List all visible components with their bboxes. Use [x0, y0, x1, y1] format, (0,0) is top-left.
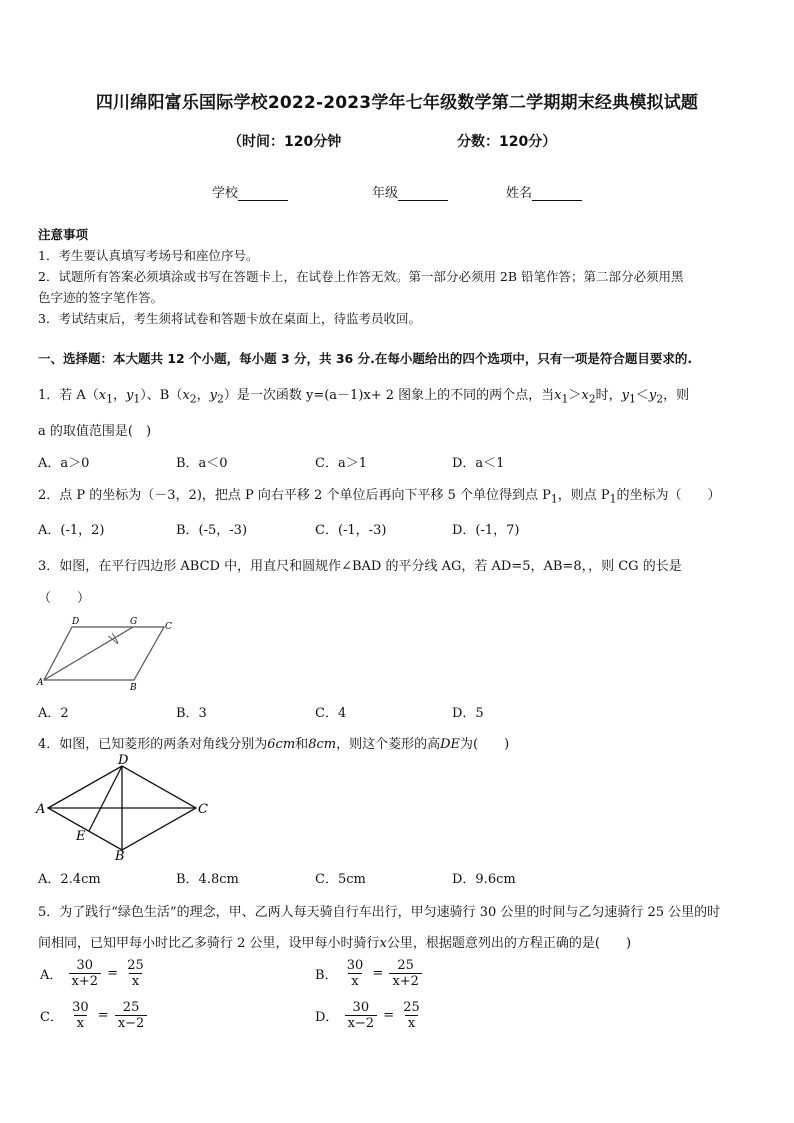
- q5-option-a[interactable]: [38, 958, 147, 989]
- q1-sub: 2: [588, 392, 596, 406]
- question-5-stem-line2: [38, 932, 631, 951]
- parallelogram-figure: [36, 614, 176, 692]
- q1-text: ，: [113, 388, 127, 403]
- equals-sign: =: [97, 1008, 109, 1023]
- q2-text: 的坐标为（ ）: [616, 488, 721, 503]
- denominator: x−2: [345, 1015, 378, 1031]
- q4-text: ，则这个菱形的高: [336, 737, 441, 752]
- name-label: 姓名: [506, 186, 533, 201]
- q5-var: x: [379, 936, 387, 951]
- q2-sub: 1: [609, 492, 617, 506]
- q4-option-a[interactable]: A．2.4cm: [38, 872, 101, 887]
- name-field: [506, 182, 582, 201]
- q1-var: x: [98, 388, 107, 403]
- rhombus-figure: [34, 752, 224, 864]
- numerator: 30: [72, 1000, 89, 1015]
- option-label: A．: [40, 968, 63, 983]
- q1-var: y: [621, 388, 630, 403]
- question-1-stem: [38, 384, 689, 406]
- q1-var: y: [209, 388, 217, 403]
- question-5-stem: 5．为了践行“绿色生活”的理念，甲、乙两人每天骑自行车出行，甲匀速骑行 30 公里的时间与乙匀速骑行 25 公里的时: [38, 905, 721, 920]
- question-3-stem: 3．如图，在平行四边形 ABCD 中，用直尺和圆规作∠BAD 的平分线 AG，若 AD=5，AB=8，，则 CG 的长是: [38, 559, 682, 574]
- q1-var: x: [182, 388, 190, 403]
- q1-var: x: [581, 388, 589, 403]
- q3-option-a[interactable]: A．2: [38, 706, 69, 721]
- fraction-left: [69, 958, 102, 989]
- q2-option-c[interactable]: C．(-1，-3): [315, 523, 387, 538]
- q1-sub: 1: [629, 392, 636, 406]
- denominator: x+2: [69, 973, 102, 989]
- q1-text: ＞: [568, 388, 582, 403]
- q1-text: ，则: [663, 388, 690, 403]
- fraction-left: [69, 1000, 92, 1031]
- section-heading: 一、选择题：本大题共 12 个小题，每小题 3 分，共 36 分.在每小题给出的四个选项中，只有一项是符合题目要求的.: [38, 351, 693, 366]
- q4-text: 和: [295, 737, 309, 752]
- q1-option-d[interactable]: D．a＜1: [452, 456, 505, 471]
- numerator: 30: [346, 958, 364, 973]
- label-b: B: [130, 683, 137, 692]
- fraction-left: [344, 958, 367, 989]
- q4-diag2: 8cm: [308, 737, 337, 752]
- q1-text: ＜: [635, 388, 649, 403]
- fraction-right: [115, 1000, 148, 1031]
- fraction-right: [389, 958, 422, 989]
- option-label: D．: [315, 1010, 339, 1025]
- label-b: B: [115, 849, 125, 864]
- q1-sub: 2: [216, 392, 224, 406]
- denominator: x: [129, 973, 142, 989]
- q1-text: ）是一次函数 y=(a－1)x+ 2 图象上的不同的两个点，当: [223, 388, 555, 403]
- note-item: 3．考试结束后，考生须将试卷和答题卡放在桌面上，待监考员收回。: [38, 311, 421, 326]
- q1-sub: 2: [656, 392, 664, 406]
- fraction-left: [345, 1000, 378, 1031]
- school-blank[interactable]: [238, 186, 288, 201]
- label-c: C: [165, 622, 172, 632]
- option-label: C．: [40, 1010, 63, 1025]
- numerator: 25: [122, 1000, 140, 1015]
- q4-de: DE: [440, 737, 461, 752]
- q2-text: ，则点 P: [557, 488, 610, 503]
- numerator: 25: [127, 958, 144, 973]
- exam-score: 分数：120分）: [457, 134, 557, 150]
- q2-sub: 1: [550, 492, 558, 506]
- q1-option-c[interactable]: C．a＞1: [315, 456, 367, 471]
- label-c: C: [198, 802, 208, 817]
- q3-option-b[interactable]: B．3: [176, 706, 207, 721]
- label-a: A: [36, 802, 46, 817]
- q3-option-d[interactable]: D．5: [452, 706, 484, 721]
- q1-sub: 1: [133, 392, 141, 406]
- equals-sign: =: [372, 966, 384, 981]
- q5-option-c[interactable]: [38, 1000, 147, 1031]
- exam-time: （时间：120分钟: [228, 134, 342, 150]
- q1-var: y: [126, 388, 134, 403]
- school-field: [212, 182, 288, 201]
- exam-title: 四川绵阳富乐国际学校2022-2023学年七年级数学第二学期期末经典模拟试题: [95, 93, 699, 113]
- question-4-stem: [38, 733, 509, 752]
- grade-field: [372, 182, 448, 201]
- q4-text: 4．如图，已知菱形的两条对角线分别为: [38, 737, 268, 752]
- q5-option-d[interactable]: [313, 1000, 423, 1031]
- denominator: x: [74, 1015, 87, 1031]
- label-e: E: [76, 829, 86, 844]
- q4-option-d[interactable]: D．9.6cm: [452, 872, 516, 887]
- note-item: 1．考生要认真填写考场号和座位序号。: [38, 248, 259, 263]
- q1-var: y: [648, 388, 657, 403]
- label-g: G: [130, 617, 138, 627]
- notes-heading: 注意事项: [38, 227, 89, 242]
- denominator: x+2: [389, 973, 422, 989]
- q4-option-c[interactable]: C．5cm: [315, 872, 366, 887]
- q1-sub: 1: [561, 392, 569, 406]
- denominator: x: [348, 973, 361, 989]
- q1-sub: 1: [106, 392, 114, 406]
- q2-text: 2．点 P 的坐标为（－3，2)，把点 P 向右平移 2 个单位后再向下平移 5 个单位得到点 P: [38, 488, 551, 503]
- label-d: D: [72, 617, 80, 627]
- numerator: 25: [403, 1000, 420, 1015]
- numerator: 30: [352, 1000, 370, 1015]
- q1-option-b[interactable]: B．a＜0: [176, 456, 228, 471]
- q4-option-b[interactable]: B．4.8cm: [176, 872, 239, 887]
- grade-blank[interactable]: [398, 186, 448, 201]
- numerator: 25: [397, 958, 414, 973]
- fraction-right: [400, 1000, 423, 1031]
- q2-option-b[interactable]: B．(-5，-3): [176, 523, 248, 538]
- q2-option-d[interactable]: D．(-1，7): [452, 523, 520, 538]
- label-a: A: [37, 678, 44, 688]
- school-label: 学校: [212, 186, 239, 201]
- q1-var: x: [554, 388, 562, 403]
- fraction-right: [124, 958, 147, 989]
- q5-text: 间相同，已知甲每小时比乙多骑行 2 公里，设甲每小时骑行: [38, 936, 380, 951]
- name-blank[interactable]: [532, 186, 582, 201]
- q1-text: ）、B（: [140, 388, 183, 403]
- question-2-stem: [38, 484, 721, 506]
- q1-text: 时，: [595, 388, 622, 403]
- label-d: D: [118, 753, 129, 768]
- q5-option-b[interactable]: [313, 958, 422, 989]
- q1-text: ，: [196, 388, 210, 403]
- q2-option-a[interactable]: A．(-1，2): [38, 523, 105, 538]
- q3-option-c[interactable]: C．4: [315, 706, 347, 721]
- numerator: 30: [76, 958, 94, 973]
- q1-text: 1．若 A（: [38, 388, 99, 403]
- q5-text: 公里，根据题意列出的方程正确的是( ): [386, 936, 632, 951]
- note-item: 色字迹的签字笔作答。: [38, 290, 164, 305]
- question-3-stem-line2: （ ）: [38, 591, 91, 606]
- denominator: x−2: [115, 1015, 148, 1031]
- q1-option-a[interactable]: A．a＞0: [38, 456, 90, 471]
- q1-sub: 2: [189, 392, 197, 406]
- equals-sign: =: [383, 1008, 395, 1023]
- q4-text: 为( ): [460, 737, 510, 752]
- denominator: x: [405, 1015, 418, 1031]
- note-item: 2．试题所有答案必须填涂或书写在答题卡上，在试卷上作答无效。第一部分必须用 2B 铅笔作答；第二部分必须用黑: [38, 269, 684, 284]
- equals-sign: =: [107, 966, 119, 981]
- q4-diag1: 6cm: [267, 737, 296, 752]
- option-label: B．: [315, 968, 338, 983]
- parallelogram-abcd: [44, 627, 164, 680]
- question-1-stem-line2: a 的取值范围是( ): [38, 424, 152, 439]
- grade-label: 年级: [372, 186, 399, 201]
